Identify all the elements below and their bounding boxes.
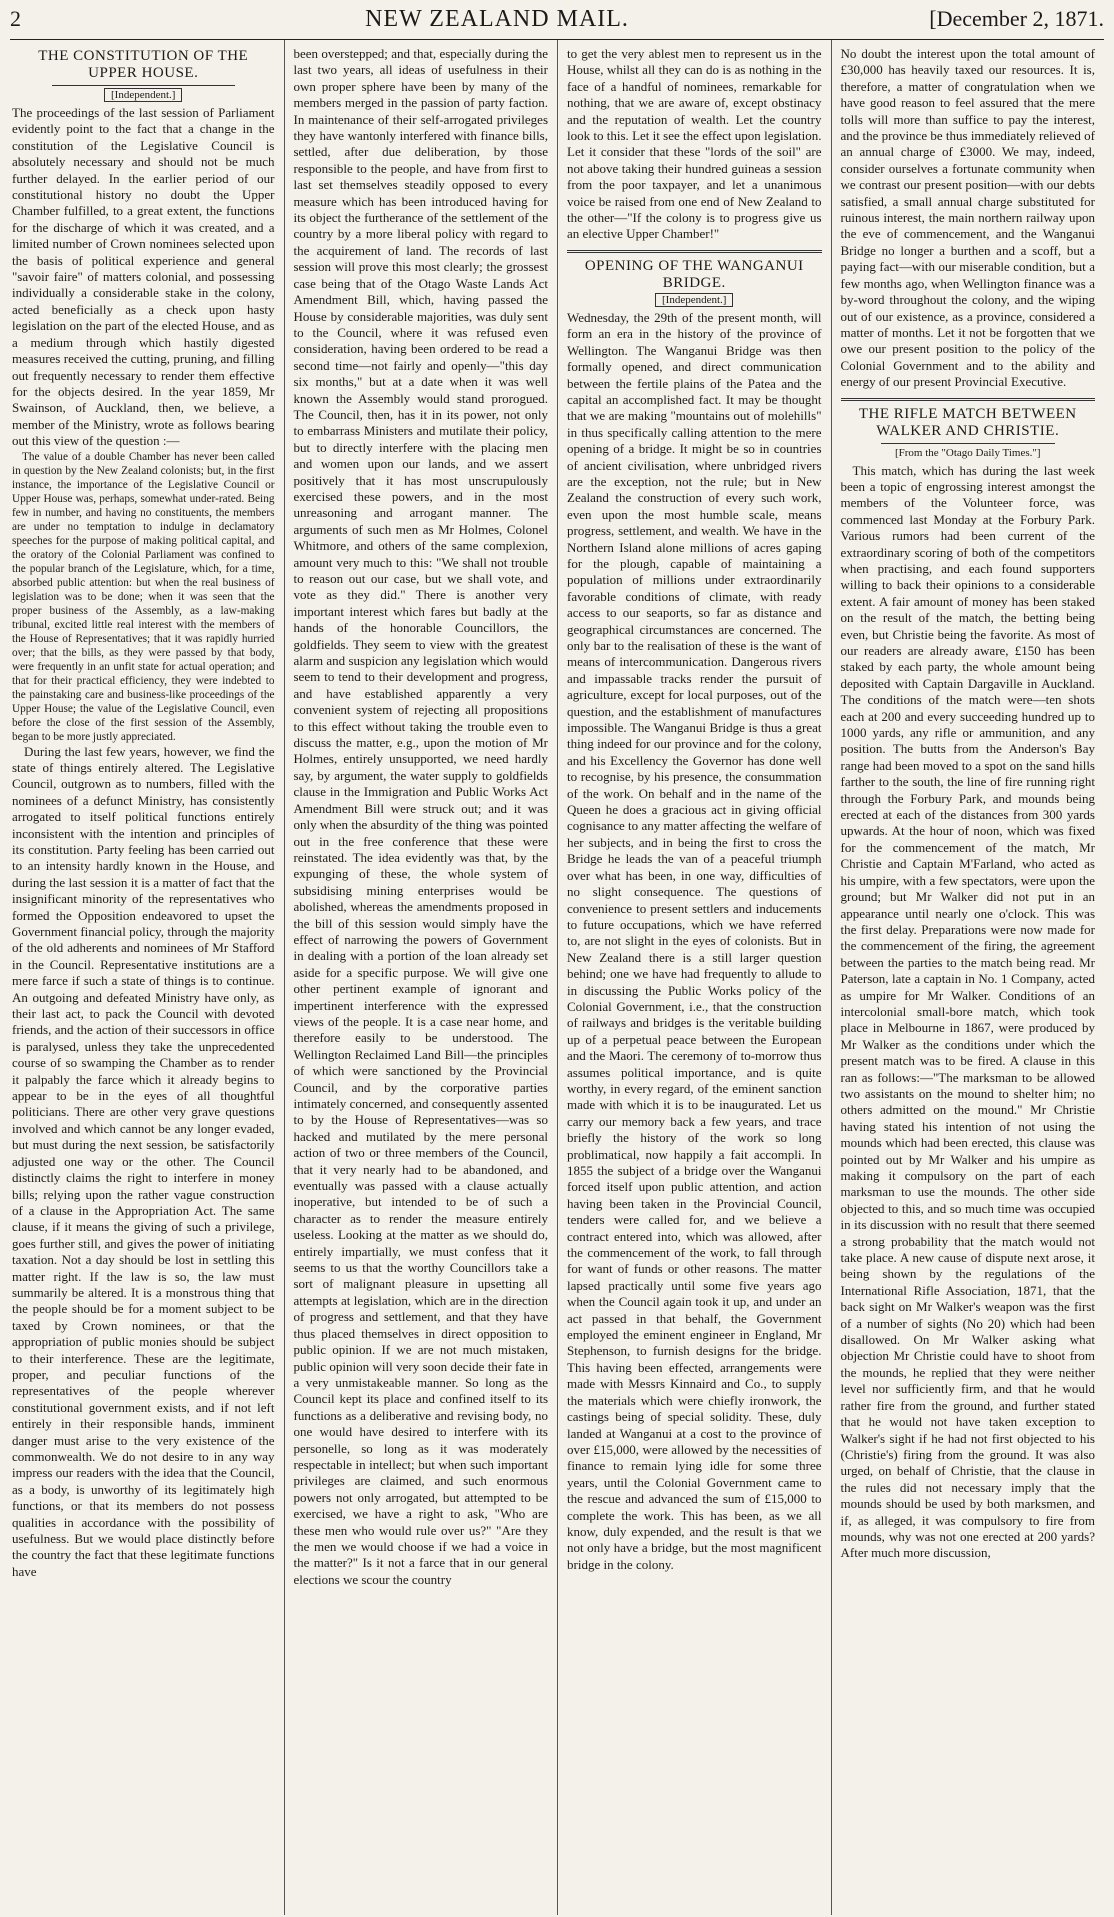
newspaper-title: NEW ZEALAND MAIL. xyxy=(365,6,629,32)
column-4 xyxy=(831,40,1105,1915)
issue-date: [December 2, 1871. xyxy=(929,6,1104,31)
column-2 xyxy=(284,40,558,1915)
masthead xyxy=(10,6,1104,40)
article-paragraph: to get the very ablest men to represent us in the House, whilst all they can do is as nothing in the face of a handful of nominees, remarkable for nothing, that we are aware of, except obstinacy and the reputation of wealth. Let the country look to this. Let it see the effect upon legislation. Let it consider that these "lords of the soil" are not above taking their hundred guineas a session from the poor taxpayer, and let a unanimous voice be raised from one end of New Zealand to the other—"If the colony is to progress give us an elective Upper Chamber!" xyxy=(567,46,822,242)
article-source: [Independent.] xyxy=(12,89,275,101)
article-paragraph: The proceedings of the last session of Parliament evidently point to the fact that a change in the constitution of the Legislative Council is absolutely necessary and should not be much further delayed. In the earlier period of our constitutional history no doubt the Upper Chamber fulfilled, to a great extent, the functions for the discharge of which it was created, and a limited number of Crown nominees selected upon the basis of political experience and general "savoir faire" of matters colonial, and possessing individually a considerable stake in the colony, acted beneficially as a check upon hasty legislation on the part of the elected House, and as a medium through which hastily digested measures received the cutting, pruning, and filling out frequently necessary to render them effective for the objects desired. In the year 1859, Mr Swainson, of Auckland, then, we believe, a member of the Ministry, wrote as follows bearing out this view of the question :— xyxy=(12,105,275,449)
article-paragraph: Wednesday, the 29th of the present month, will form an era in the history of the province of Wellington. The Wanganui Bridge was then formally opened, and direct communication between the fertile plains of the Patea and the capital an accomplished fact. It may be thought that we are making "mountains out of molehills" in thus specifically calling attention to the mere opening of a bridge. It might be so in countries of ancient civilisation, where unbridged rivers are the exception, not the rule; but in New Zealand the construction of every such work, even upon the most humble scale, means progress, settlement, and wealth. We have in the Northern Island alone millions of acres gaping for the plough, capable of maintaining a population of millions under extraordinarily favorable conditions of climate, with ready access to our seaports, so far as distance and geographical circumstances are concerned. The only bar to the realisation of these is the want of means of intercommunication. Dangerous rivers and impassable tracks render the pursuit of agriculture, except for local purposes, out of the question, and the establishment of manufactures impossible. The Wanganui Bridge is thus a great thing indeed for our province and for the colony, and his Excellency the Governor has done well to recognise, by his presence, the consummation of the work. On behalf and in the name of the Queen he does a gracious act in giving official cognisance to any matter affecting the welfare of her subjects, and in being the first to cross the Bridge he leads the van of a peaceful triumph over what has been, in one way, difficulties of no slight consequence. The questions of convenience to present settlers and inducements to future occupations, which we have referred to, are not slight in the eyes of colonists. But in New Zealand there is a still larger question behind; one we have had frequently to allude to in discussing the Public Works policy of the Colonial Government, i.e., that the construction of railways and bridges is the veritable building up of a perpetual peace between the European and the Maori. The ceremony of to-morrow thus assumes political importance, and is quite worthy, in every regard, of the eminent sanction made with which it is to be inaugurated. Let us carry our memory back a few years, and trace briefly the history of the work so long problimatical, now happily a fait accompli. In 1855 the subject of a bridge over the Wanganui forced itself upon public attention, and action having been taken in the Provincial Council, tenders were called for, and we believe a contract entered into, which was allowed, after the commencement of the work, to fall through for want of funds or other reasons. The matter lapsed practically until some five years ago when the Council again took it up, and under an act passed in that behalf, the Government employed the eminent engineer in England, Mr Stephenson, to furnish designs for the bridge. This having been effected, arrangements were made with Messrs Kinnaird and Co., to supply the materials which were chiefly ironwork, the castings being of special solidity. These, duly landed at Wanganui at a cost to the province of over £15,000, were allowed by the necessities of finance to remain lying idle for some three years, until the Colonial Government came to the rescue and advanced the sum of £15,000 to complete the work. This has been, as we all know, duly expended, and the result is that we not only have a bridge, but the most magnificent bridge in the colony. xyxy=(567,309,822,1572)
article-paragraph: This match, which has during the last week been a topic of engrossing interest amongst the members of the Volunteer force, was commenced last Monday at the Forbury Park. Various rumors had been current of the extraordinary scoring of both of the competitors when practising, and each found supporters willing to back their opinions to a considerable extent. A fair amount of money has been staked on the result of the match, the betting being even, but Christie being the favorite. As most of our readers are already aware, £150 has been staked by each party, the whole amount being deposited with Captain Dargaville in Auckland. The conditions of the match were—ten shots each at 200 and every succeeding hundred up to 1000 yards, any rifle or ammunition, and any position. The butts from the Anderson's Bay range had been moved to a spot on the sand hills farther to the south, the line of fire running right through the Forbury Park, and mounds being erected at each of the distances from 300 yards upwards. At the hour of noon, which was fixed for the commencement of the match, Mr Christie and Captain M'Farland, who acted as his umpire, with a few spectators, were upon the ground; but Mr Walker did not put in an appearance until nearly one o'clock. This was the first delay. Preparations were now made for the commencement of the firing, the agreement between the parties to the match being read. Mr Paterson, late a captain in No. 1 Company, acted as umpire for Mr Walker. Conditions of an intercolonial small-bore match, which took place in Melbourne in 1867, were produced by Mr Walker as the conditions under which the present match was to be fired. A clause in this ran as follows:—"The marksman to be allowed two assistants on the mound to shelter him; no others admitted on the mound." Mr Christie having stated his intention of not using the mounds which had been erected, this clause was pointed out by Mr Walker and his umpire as making it compulsory on the part of each marksman to use the mounds. The other side objected to this, and so much time was occupied in its discussion with no result that there seemed a strong probability that the match would not take place. A new cause of dispute next arose, it being shown by the regulations of the International Rifle Association, 1871, that the back sight on Mr Walker's weapon was the first of a number of sights (No 20) which had been disallowed. On Mr Walker asking what objection Mr Christie could have to shoot from the mounds, he replied that they were neither level nor sufficiently firm, and that he would rather fire from the ground, and further stated that he would not have taken exception to Walker's sight if he had not first objected to his (Christie's) firing from the ground. It was also urged, on behalf of Christie, that the clause in the rules did not necessary imply that the mounds should be used by both marksmen, and if, as alleged, it was compulsory to fire from mounds, why was not one erected at 200 yards? After much more discussion, xyxy=(840,462,1095,1561)
article-title-rifle: THE RIFLE MATCH BETWEEN WALKER AND CHRISTIE. xyxy=(858,405,1077,439)
columns xyxy=(10,40,1104,1915)
article-title-constitution: THE CONSTITUTION OF THE UPPER HOUSE. xyxy=(38,48,249,81)
column-1 xyxy=(10,40,284,1915)
page-number: 2 xyxy=(10,6,21,31)
divider xyxy=(52,85,235,86)
article-title-bridge: OPENING OF THE WANGANUI BRIDGE. xyxy=(584,257,804,291)
article-paragraph: During the last few years, however, we find the state of things entirely altered. The Legislative Council, outgrown as to numbers, filled with the nominees of a defunct Ministry, has consistently arrogated to itself political functions entirely inconsistent with the intention and principles of its constitution. Party feeling has been carried out to an intensity hardly known in the House, and during the last session it is a matter of fact that the insignificant minority of the representatives who formed the Opposition endeavored to upset the Government financial policy, through the majority of the old adherents and nominees of Mr Stafford in the Council. Representative institutions are a mere farce if such a state of things is to continue. An outgoing and defeated Ministry have only, as their last act, to pack the Council with devoted friends, and the action of their successors in office is paralysed, unless they take the unprecedented course of so swamping the Chamber as to render it palpably the farce which it already begins to appear to be in the eyes of all thoughtful politicians. There are other very grave questions involved and which cannot be any longer evaded, but must during the next session, be satisfactorily adjusted one way or the other. The Council distinctly claims the right to interfere in money bills; relying upon the rather vague construction of a clause in the Appropriation Act. The same clause, if it means the giving of such a privilege, goes further still, and gives the power of initiating taxation. Not a day should be lost in settling this matter right. If the law is so, the law must summarily be altered. It is a monstrous thing that the people should be for a moment subject to be taxed by Crown nominees, or that the appropriation of public monies should be subject to their interference. These are the legitimate, proper, and peculiar functions of the representatives of the people wherever constitutional government exists, and if not left entirely in their responsible hands, imminent danger must arise to the very existence of the commonwealth. We do not desire to in any way impress our readers with the idea that the Council, as a body, is unworthy of its legitimately high functions, or that its members do not possess qualities in accordance with the possibility of usefulness. But we would place distinctly before the country the fact that these legitimate functions have xyxy=(12,743,275,1579)
divider xyxy=(881,443,1056,444)
article-paragraph: No doubt the interest upon the total amount of £30,000 has heavily taxed our resources. It is, therefore, a matter of congratulation when we have good reason to feel assured that the mere tolls will more than suffice to pay the interest, and the province be thus immediately relieved of an annual charge of £3000. We may, indeed, consider ourselves a fortunate community when we contrast our present position—with our debts satisfied, a small annual charge substituted for ruinous interest, the main northern railway upon the eve of commencement, and the Wanganui Bridge no longer a burthen and a scoff, but a paying fact—with our miserable condition, but a few months ago, when Wellington finance was a by-word throughout the colony, and the wiping out of our existence, as a province, considered a matter of months. Let it not be forgotten that we owe our present position to the policy of the Colonial Government and to the ability and energy of our present Provincial Executive. xyxy=(840,46,1095,390)
article-source: [Independent.] xyxy=(567,294,822,306)
article-divider xyxy=(567,250,822,253)
article-paragraph: been overstepped; and that, especially during the last two years, all ideas of usefulness in their own proper sphere have been by many of the members merged in the passion of party faction. In maintenance of their self-arrogated privileges they have wantonly interfered with finance bills, settled, after due deliberation, by those responsible to the people, and have from first to last set themselves steadily opposed to every measure which has been introduced having for its object the furtherance of the settlement of the country by a more liberal policy with regard to the acquirement of land. The records of last session will prove this most clearly; the grossest case being that of the Otago Waste Lands Act Amendment Bill, which, having passed the House by considerable majorities, was duly sent to the Council, where it was refused even consideration, having been ordered to be read a second time—not fairly and openly—"this day six months," but at a date when it was well known the Assembly would stand prorogued. The Council, then, has it in its power, not only to embarrass Ministers and mutilate their policy, but to directly interfere with the placing men and women upon our lands, and we assert positively that it has most unscrupulously exercised these powers, and in the most unreasoning and arrogant manner. The arguments of such men as Mr Holmes, Colonel Whitmore, and others of the same complexion, amount very much to this: "We shall not trouble to reason out our case, but we shall vote, and vote as they did." There is another very important interest which fares but badly at the hands of the honorable Councillors, the goldfields. They seem to view with the greatest alarm and suspicion any legislation which would seem to tend to their development and progress, and have established apparently a very convenient system of rejecting all propositions to this effect without taking the trouble even to discuss the matter, e.g., upon the motion of Mr Holmes, entirely unsupported, we need hardly say, by argument, the water supply to goldfields clause in the Immigration and Public Works Act Amendment Bill were struck out; and it was only when the absurdity of the thing was pointed out in the free conference that these were reinstated. The idea evidently was that, by the expunging of these, the whole system of subsidising mining enterprises would be abolished, whereas the amendments proposed in the bill of this session would simply have the effect of narrowing the powers of Government in dealing with a portion of the loan already set aside for a specific purpose. We will give one other pertinent example of ignorant and impertinent interference with the expressed views of the people. It is a case near home, and therefore easily to be understood. The Wellington Reclaimed Land Bill—the principles of which were sanctioned by the Provincial Council, and by the corporative parties intimately concerned, and consequently assented to by the House of Representatives—was so hacked and mutilated by the mere personal action of two or three members of the Council, that it very nearly had to be abandoned, and eventually was passed with a clause actually inoperative, but intended to be of such a character as to render the measure entirely useless. Looking at the matter as we should do, entirely impartially, we must confess that it seems to us that the worthy Councillors take a sort of malignant pleasure in upsetting all attempts at legislation, which are in the direction of progress and settlement, and that they have thus placed themselves in direct opposition to public opinion. If we are not much mistaken, public opinion will very soon decide their fate in a very unmistakeable manner. So long as the Council kept its place and confined itself to its functions as a deliberative and revising body, no one would have desired to interfere with its personelle, so long as it was moderately respectable in intellect; but when such important privileges are claimed, and such enormous powers not only arrogated, but attempted to be exercised, we have a right to ask, "Who are these men who would rule over us?" "Are they the men we would choose if we had a voice in the matter?" Is it not a farce that in our general elections we scour the country xyxy=(293,46,548,1587)
article-divider xyxy=(841,398,1096,401)
article-source: [From the "Otago Daily Times."] xyxy=(894,446,1041,459)
column-3 xyxy=(557,40,831,1915)
article-quote: The value of a double Chamber has never been called in question by the New Zealand colonists; but, in the first instance, the importance of the Legislative Council or Upper House was, perhaps, somewhat under-rated. Being few in number, and having no constituents, the members are under no temptation to indulge in declamatory speeches for the purpose of making political capital, and the oratory of the Colonial Parliament was confined to the popular branch of the Legislature, which, for a time, absorbed public attention: but when the real business of legislation was to be done; when it was seen that the proper business of the Assembly, as a law-making tribunal, excited little real interest with the members of the House of Representatives; that it was rapidly hurried over; that the bills, as they were passed by that body, were frequently in an unfit state for actual operation; and that for their practical efficiency, they were indebted to the painstaking care and business-like proceedings of the Upper House; the value of the Legislative Council, even before the close of the first session of the Assembly, began to be more justly appreciated. xyxy=(12,450,275,743)
